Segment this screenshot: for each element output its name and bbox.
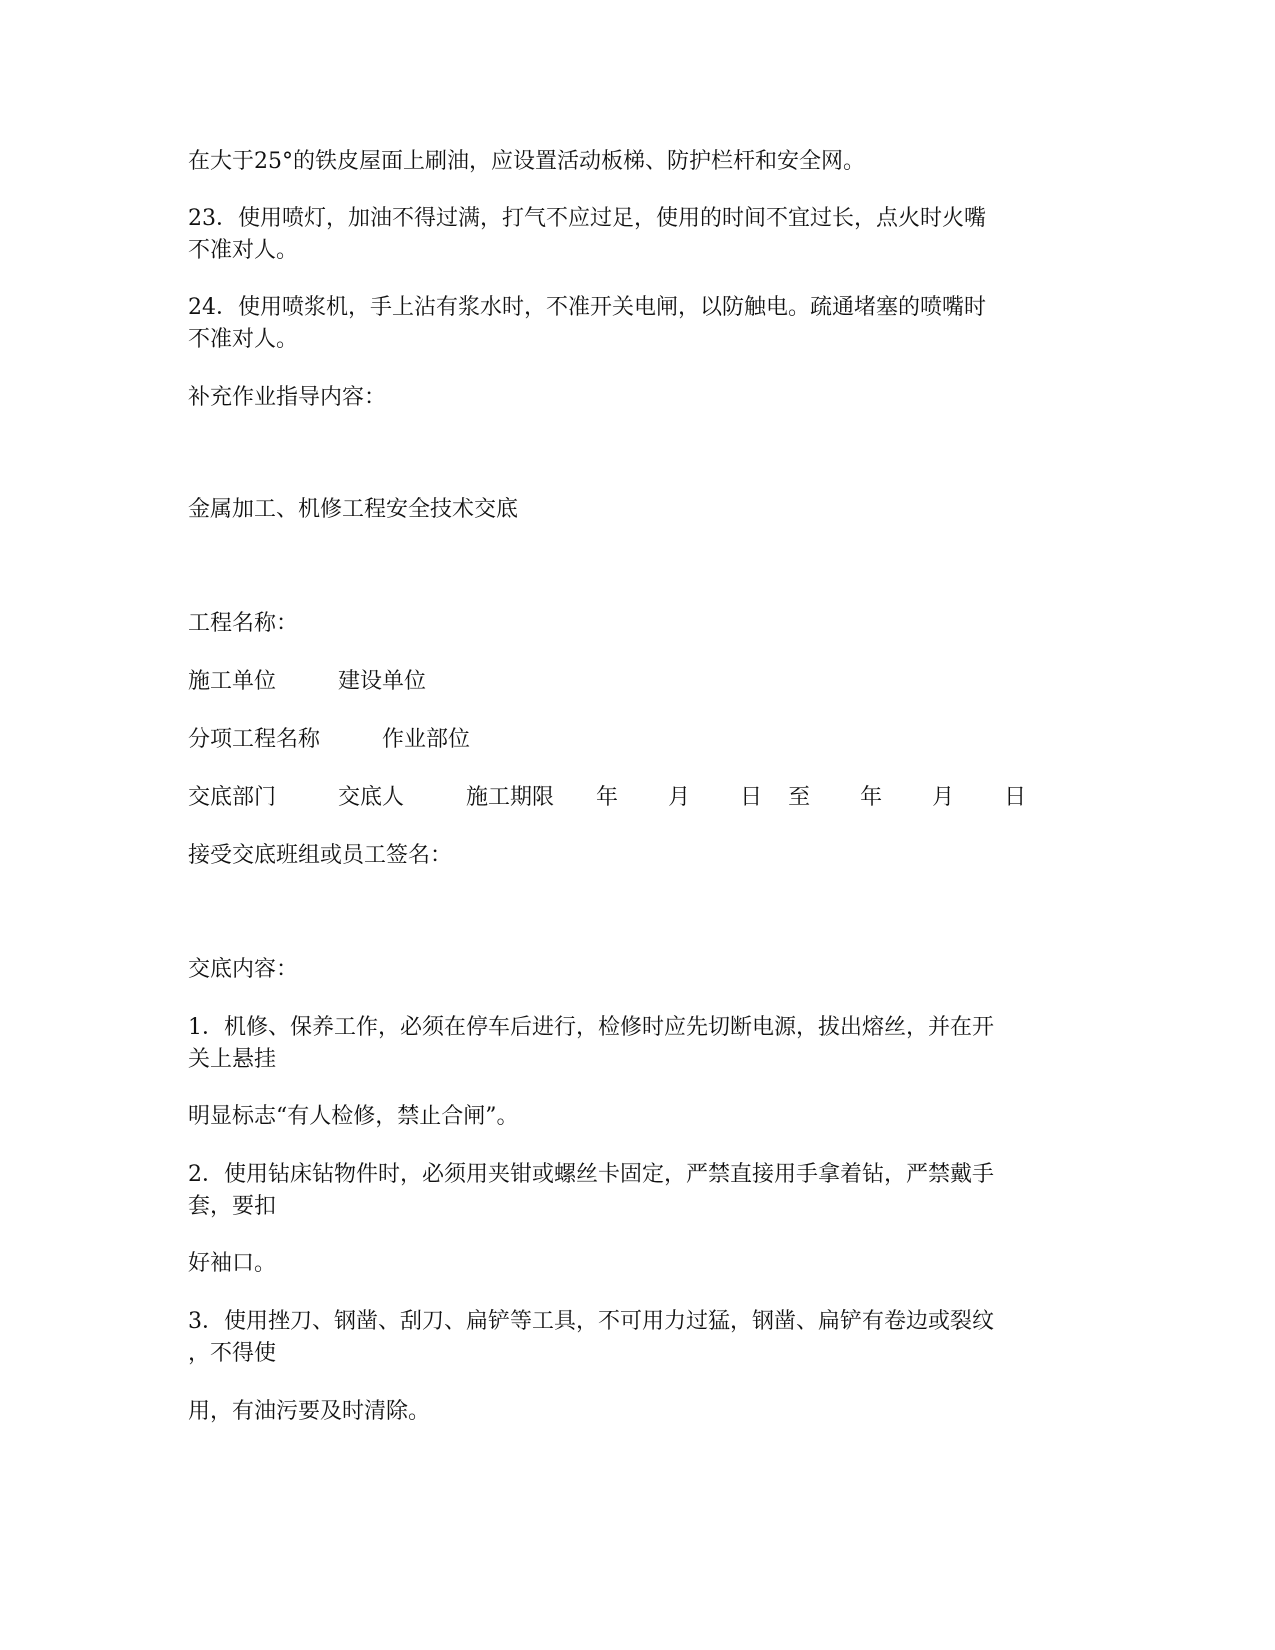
supplement-heading: 补充作业指导内容：: [188, 385, 387, 410]
end-year-label: 年: [860, 785, 883, 810]
work-location-label: 作业部位: [382, 727, 471, 752]
start-day-label: 日: [740, 785, 763, 810]
handover-dept-label: 交底部门: [188, 785, 277, 810]
construction-period-label: 施工期限: [466, 785, 555, 810]
content-heading: 交底内容：: [188, 957, 299, 982]
subproject-row: [188, 724, 1088, 756]
item-1-line-1: 1．机修、保养工作，必须在停车后进行，检修时应先切断电源，拔出熔丝，并在开: [188, 1015, 994, 1040]
owner-unit-label: 建设单位: [338, 669, 427, 694]
construction-row: [188, 666, 1088, 698]
end-day-label: 日: [1004, 785, 1027, 810]
item-24-line-2: 不准对人。: [188, 327, 299, 352]
section-title: 金属加工、机修工程安全技术交底: [188, 497, 519, 522]
paragraph-line: 在大于25°的铁皮屋面上刷油，应设置活动板梯、防护栏杆和安全网。: [188, 149, 865, 174]
start-year-label: 年: [596, 785, 619, 810]
end-month-label: 月: [932, 785, 955, 810]
to-label: 至: [788, 785, 811, 810]
project-name-label: 工程名称：: [188, 611, 299, 636]
item-3-line-1: 3．使用挫刀、钢凿、刮刀、扁铲等工具，不可用力过猛，钢凿、扁铲有卷边或裂纹: [188, 1309, 994, 1334]
handover-person-label: 交底人: [338, 785, 405, 810]
item-2-line-1: 2．使用钻床钻物件时，必须用夹钳或螺丝卡固定，严禁直接用手拿着钻，严禁戴手: [188, 1162, 994, 1187]
item-1-line-3: 明显标志“有人检修，禁止合闸”。: [188, 1104, 519, 1129]
item-3-line-2: ，不得使: [188, 1341, 277, 1366]
handover-row: [188, 782, 1088, 814]
item-2-line-2: 套，要扣: [188, 1194, 277, 1219]
item-2-line-3: 好袖口。: [188, 1251, 277, 1276]
item-24-line-1: 24．使用喷浆机，手上沾有浆水时，不准开关电闸，以防触电。疏通堵塞的喷嘴时: [188, 295, 986, 320]
item-3-line-3: 用，有油污要及时清除。: [188, 1399, 431, 1424]
start-month-label: 月: [668, 785, 691, 810]
item-1-line-2: 关上悬挂: [188, 1047, 277, 1072]
item-23-line-2: 不准对人。: [188, 238, 299, 263]
signature-label: 接受交底班组或员工签名：: [188, 843, 453, 868]
construction-unit-label: 施工单位: [188, 669, 277, 694]
subproject-name-label: 分项工程名称: [188, 727, 321, 752]
item-23-line-1: 23．使用喷灯，加油不得过满，打气不应过足，使用的时间不宜过长，点火时火嘴: [188, 206, 986, 231]
